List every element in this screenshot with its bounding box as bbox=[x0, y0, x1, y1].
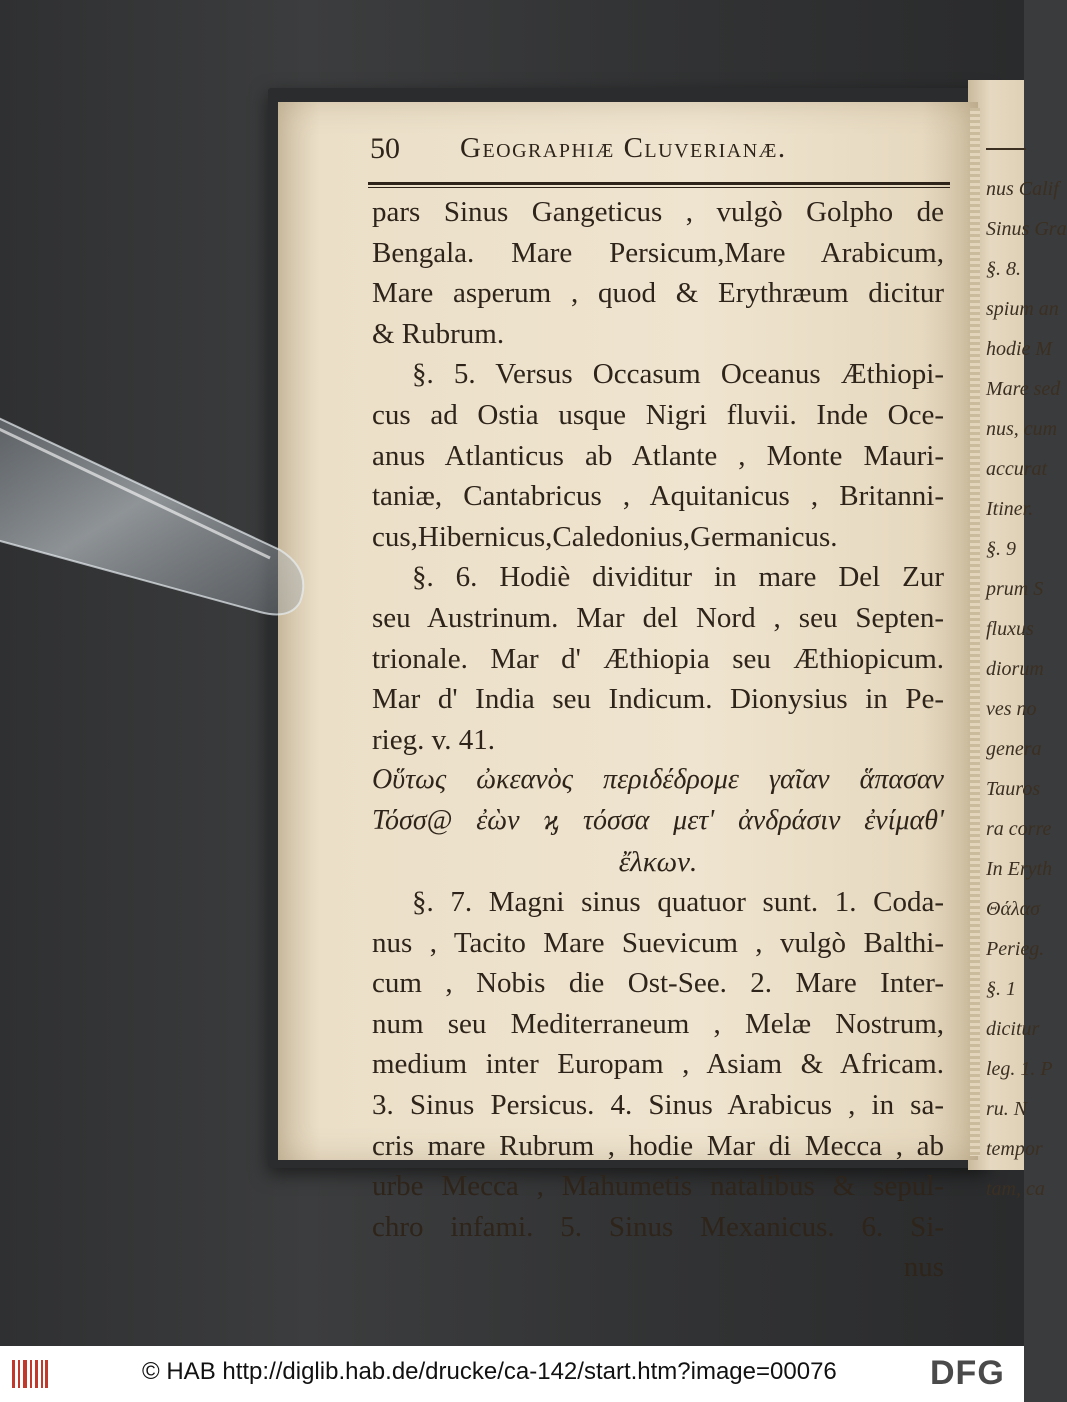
next-page-fragment: leg. 1. P bbox=[986, 1058, 1053, 1080]
text-line: taniæ, Cantabricus , Aquitanicus , Britanni- bbox=[372, 480, 944, 513]
barcode-icon bbox=[10, 1358, 50, 1390]
next-page-fragment: nus Calif bbox=[986, 178, 1059, 200]
text-line: Mare asperum , quod & Erythræum dicitur bbox=[372, 277, 944, 310]
next-page-fragment: dicitur bbox=[986, 1018, 1040, 1040]
text-line: cus ad Ostia usque Nigri fluvii. Inde Oce- bbox=[372, 398, 944, 431]
text-line: pars Sinus Gangeticus , vulgò Golpho de bbox=[372, 196, 944, 228]
page-edges bbox=[970, 108, 980, 1156]
next-page-fragment: §. 9 bbox=[986, 538, 1016, 560]
text-line: trionale. Mar d' Æthiopia seu Æthiopicum. bbox=[372, 642, 944, 675]
text-line: Mar d' India seu Indicum. Dionysius in Pe- bbox=[372, 683, 944, 716]
text-line: Τόσσ@ ἐὼν ϗ τόσσα μετ' ἀνδράσιν ἐνίμαθ' bbox=[372, 804, 944, 836]
next-page-fragment: Perieg. bbox=[986, 938, 1045, 960]
next-page-fragment: nus, cum bbox=[986, 418, 1058, 440]
text-line: cris mare Rubrum , hodie Mar di Mecca , ab bbox=[372, 1129, 944, 1162]
text-line: chro infami. 5. Sinus Mexanicus. 6. Si- bbox=[372, 1210, 944, 1243]
text-line: rieg. v. 41. bbox=[372, 723, 495, 756]
next-page-fragment: tempor bbox=[986, 1138, 1043, 1160]
next-page-fragment: Tauros bbox=[986, 778, 1041, 800]
text-line: §. 6. Hodiè dividitur in mare Del Zur bbox=[412, 561, 944, 594]
next-page-rule bbox=[986, 148, 1026, 150]
footer-bar bbox=[0, 1346, 1024, 1402]
footer-credit-link[interactable]: © HAB http://diglib.hab.de/drucke/ca-142/start.htm?image=00076 bbox=[142, 1358, 837, 1385]
next-page-fragment: accurat bbox=[986, 458, 1048, 480]
next-page-fragment: Mare sed bbox=[986, 378, 1061, 400]
text-block bbox=[372, 192, 944, 1288]
next-page-fragment: tam, ca bbox=[986, 1178, 1045, 1200]
next-page-fragment: Sinus Gra bbox=[986, 218, 1067, 240]
next-page-fragment: diorum bbox=[986, 658, 1044, 680]
page-header bbox=[364, 128, 954, 170]
next-page-fragment: hodie M bbox=[986, 338, 1053, 360]
next-page-fragment: spium an bbox=[986, 298, 1059, 320]
next-page-fragment: fluxus bbox=[986, 618, 1034, 640]
text-line: anus Atlanticus ab Atlante , Monte Mauri- bbox=[372, 439, 944, 472]
text-line: urbe Mecca , Mahumetis natalibus & sepul- bbox=[372, 1170, 944, 1203]
text-line: medium inter Europam , Asiam & Africam. bbox=[372, 1048, 944, 1081]
page-number: 50 bbox=[370, 132, 400, 165]
text-line: nus , Tacito Mare Suevicum , vulgò Balthi- bbox=[372, 926, 944, 959]
next-page-fragment: prum S bbox=[986, 578, 1044, 600]
glass-page-weight bbox=[0, 380, 330, 630]
text-line: cus,Hibernicus,Caledonius,Germanicus. bbox=[372, 520, 838, 553]
next-page-fragment: §. 1 bbox=[986, 978, 1016, 1000]
text-line: §. 7. Magni sinus quatuor sunt. 1. Coda- bbox=[412, 886, 944, 919]
next-page-fragment: ru. N bbox=[986, 1098, 1028, 1120]
catchword: nus bbox=[903, 1251, 944, 1284]
text-line: 3. Sinus Persicus. 4. Sinus Arabicus , in sa- bbox=[372, 1089, 944, 1122]
text-line: cum , Nobis die Ost-See. 2. Mare Inter- bbox=[372, 967, 944, 1000]
next-page-fragment: ra corre bbox=[986, 818, 1052, 840]
text-line: ἔλκων. bbox=[618, 845, 698, 878]
next-page-fragment: ves no bbox=[986, 698, 1037, 720]
running-title: Geographiæ Cluverianæ. bbox=[460, 132, 787, 164]
next-page-fragment: §. 8. bbox=[986, 258, 1021, 280]
next-page-fragment: genera bbox=[986, 738, 1042, 760]
text-line: Bengala. Mare Persicum,Mare Arabicum, bbox=[372, 236, 944, 269]
text-line: & Rubrum. bbox=[372, 317, 505, 350]
next-page-fragment: In Eryth bbox=[986, 858, 1053, 880]
header-rule bbox=[368, 182, 950, 188]
text-line: num seu Mediterraneum , Melæ Nostrum, bbox=[372, 1007, 944, 1040]
text-line: seu Austrinum. Mar del Nord , seu Septen- bbox=[372, 601, 944, 634]
text-line: Οὕτως ὠκεανὸς περιδέδρομε γαῖαν ἅπασαν bbox=[372, 764, 944, 796]
text-line: §. 5. Versus Occasum Oceanus Æthiopi- bbox=[412, 358, 944, 391]
next-page-fragment: Θάλασ bbox=[986, 898, 1040, 920]
dfg-logo: DFG bbox=[930, 1354, 1005, 1392]
next-page-fragment: Itiner. bbox=[986, 498, 1034, 520]
